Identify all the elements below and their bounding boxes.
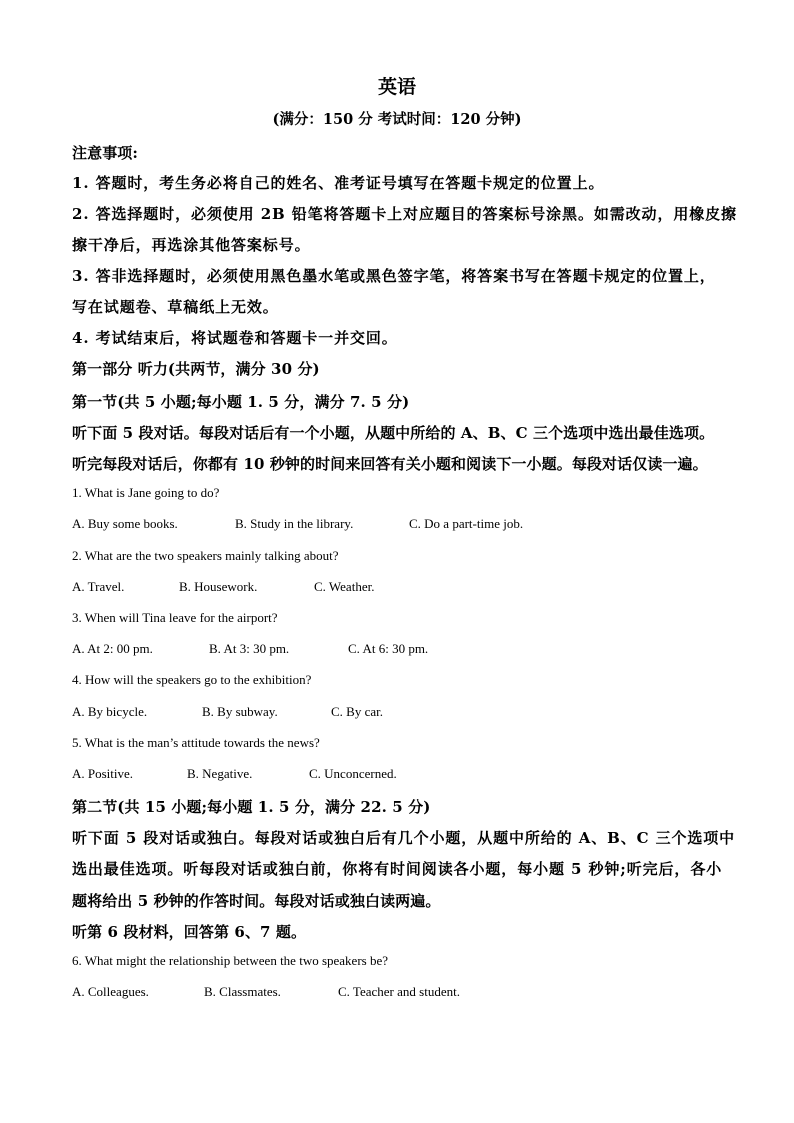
section-instructions: 听完每段对话后，你都有 10 秒钟的时间来回答有关小题和阅读下一小题。每段对话仅读一遍。	[72, 455, 708, 473]
option-b: B. Housework.	[179, 579, 258, 594]
question-stem: 3. When will Tina leave for the airport?	[72, 610, 278, 625]
section-instructions: 题将给出 5 秒钟的作答时间。每段对话或独白读两遍。	[72, 892, 441, 910]
option-a: A. Travel.	[72, 579, 125, 594]
section-instructions: 听下面 5 段对话或独白。每段对话或独白后有几个小题，从题中所给的 A、B、C 三个选项中	[72, 829, 736, 847]
option-c: C. Weather.	[314, 579, 375, 594]
option-a: A. Positive.	[72, 766, 134, 781]
question-stem: 2. What are the two speakers mainly talking about?	[72, 548, 339, 563]
note-item: 3. 答非选择题时，必须使用黑色墨水笔或黑色签字笔，将答案书写在答题卡规定的位置上，	[72, 267, 716, 285]
option-b: B. Classmates.	[204, 984, 281, 999]
question-options	[72, 579, 374, 595]
question-options	[72, 641, 428, 657]
option-b: B. Negative.	[187, 766, 253, 781]
question-options	[72, 766, 397, 782]
page-title: 英语	[377, 76, 416, 98]
option-c: C. Do a part-time job.	[409, 516, 524, 531]
note-item: 擦干净后，再选涂其他答案标号。	[72, 236, 311, 254]
option-a: A. Buy some books.	[72, 516, 178, 531]
option-b: B. At 3: 30 pm.	[209, 641, 290, 656]
note-item: 2. 答选择题时，必须使用 2B 铅笔将答题卡上对应题目的答案标号涂黑。如需改动，用橡皮擦	[72, 205, 737, 223]
option-a: A. At 2: 00 pm.	[72, 641, 153, 656]
material-heading: 听第 6 段材料，回答第 6、7 题。	[72, 923, 307, 941]
question-stem: 4. How will the speakers go to the exhibition?	[72, 672, 312, 687]
note-item: 写在试题卷、草稿纸上无效。	[72, 298, 279, 316]
note-item: 4. 考试结束后，将试题卷和答题卡一并交回。	[72, 329, 398, 347]
option-c: C. By car.	[331, 704, 383, 719]
notes-heading: 注意事项:	[72, 144, 139, 162]
question-options	[72, 984, 460, 1000]
question-stem: 6. What might the relationship between the two speakers be?	[72, 953, 388, 968]
option-a: A. Colleagues.	[72, 984, 149, 999]
question-options	[72, 704, 383, 720]
question-options	[72, 516, 523, 532]
option-a: A. By bicycle.	[72, 704, 148, 719]
option-c: C. Unconcerned.	[309, 766, 397, 781]
section-title: 第二节(共 15 小题;每小题 1. 5 分，满分 22. 5 分)	[72, 798, 431, 816]
option-b: B. By subway.	[202, 704, 278, 719]
section-instructions: 选出最佳选项。听每段对话或独白前，你将有时间阅读各小题，每小题 5 秒钟;听完后，各小	[72, 860, 723, 878]
option-c: C. At 6: 30 pm.	[348, 641, 429, 656]
option-b: B. Study in the library.	[235, 516, 354, 531]
section-instructions: 听下面 5 段对话。每段对话后有一个小题，从题中所给的 A、B、C 三个选项中选出最佳选项。	[72, 424, 715, 442]
question-stem: 1. What is Jane going to do?	[72, 485, 220, 500]
question-stem: 5. What is the man’s attitude towards the news?	[72, 735, 320, 750]
note-item: 1. 答题时，考生务必将自己的姓名、准考证号填写在答题卡规定的位置上。	[72, 174, 605, 192]
exam-info: (满分：150 分 考试时间：120 分钟)	[272, 111, 522, 128]
section-title: 第一节(共 5 小题;每小题 1. 5 分，满分 7. 5 分)	[72, 393, 410, 411]
part-title: 第一部分 听力(共两节，满分 30 分)	[72, 360, 320, 378]
option-c: C. Teacher and student.	[338, 984, 460, 999]
